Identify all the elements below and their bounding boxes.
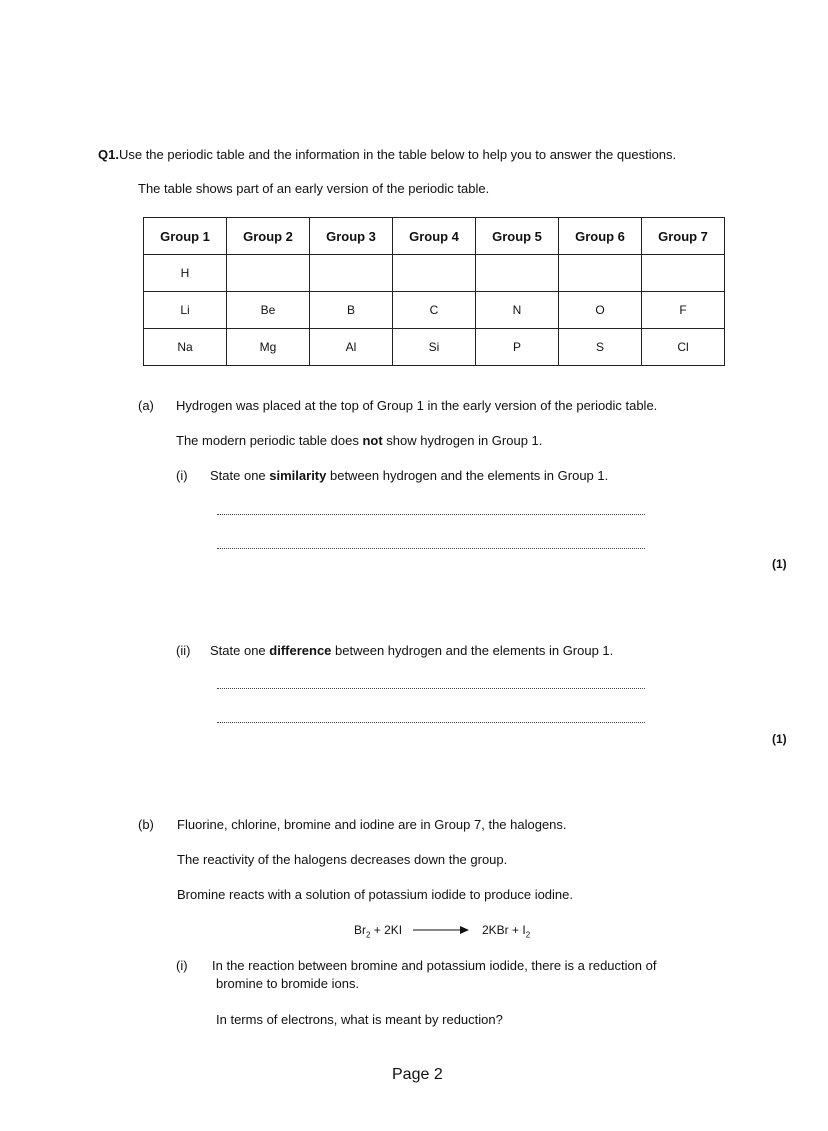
table-header: Group 6 — [559, 218, 642, 255]
answer-line[interactable] — [217, 548, 645, 549]
table-cell: Na — [144, 329, 227, 366]
part-b-i-label: (i) — [176, 958, 188, 973]
table-header: Group 3 — [310, 218, 393, 255]
equation-products-text: 2KBr + I — [482, 923, 526, 937]
table-header: Group 1 — [144, 218, 227, 255]
part-a-line2 — [176, 433, 542, 448]
equation-ki: + 2KI — [370, 923, 403, 937]
table-header: Group 4 — [393, 218, 476, 255]
part-a-label: (a) — [138, 398, 154, 413]
table-header: Group 7 — [642, 218, 725, 255]
table-caption: The table shows part of an early version of the periodic table. — [138, 181, 490, 196]
table-cell — [642, 255, 725, 292]
equation-br: Br — [354, 923, 366, 937]
table-cell: Cl — [642, 329, 725, 366]
part-a-ii-question — [210, 643, 613, 658]
answer-line[interactable] — [217, 688, 645, 689]
part-a-i-bold: similarity — [269, 468, 327, 483]
table-cell: B — [310, 292, 393, 329]
table-header: Group 2 — [227, 218, 310, 255]
part-b-label: (b) — [138, 817, 154, 832]
part-a-i-post: between hydrogen and the elements in Group 1. — [326, 468, 609, 483]
question-number: Q1. — [98, 147, 119, 162]
equation-products — [482, 923, 530, 939]
part-a-i-pre: State one — [210, 468, 270, 483]
part-b-line2: The reactivity of the halogens decreases down the group. — [177, 852, 508, 867]
part-b-i-line2: bromine to bromide ions. — [216, 976, 360, 991]
table-row — [144, 292, 725, 329]
table-cell: Be — [227, 292, 310, 329]
table-cell — [393, 255, 476, 292]
part-a-line1: Hydrogen was placed at the top of Group 1 in the early version of the periodic table. — [176, 398, 658, 413]
page-number: Page 2 — [392, 1066, 443, 1083]
table-header-row — [144, 218, 725, 255]
part-a-line2-bold: not — [362, 433, 383, 448]
part-a-ii-label: (ii) — [176, 643, 191, 658]
table-cell — [559, 255, 642, 292]
part-a-line2-pre: The modern periodic table does — [176, 433, 363, 448]
table-cell — [227, 255, 310, 292]
equation-reactants — [354, 923, 402, 939]
equation-iodine-subscript: 2 — [525, 930, 531, 940]
part-a-ii-post: between hydrogen and the elements in Group 1. — [331, 643, 614, 658]
table-cell: N — [476, 292, 559, 329]
question-intro — [98, 147, 676, 162]
part-a-line2-post: show hydrogen in Group 1. — [382, 433, 543, 448]
part-b-line1: Fluorine, chlorine, bromine and iodine are in Group 7, the halogens. — [177, 817, 567, 832]
table-cell: Li — [144, 292, 227, 329]
table-header: Group 5 — [476, 218, 559, 255]
table-cell: S — [559, 329, 642, 366]
part-a-ii-bold: difference — [269, 643, 332, 658]
table-cell: Mg — [227, 329, 310, 366]
part-b-line3: Bromine reacts with a solution of potassium iodide to produce iodine. — [177, 887, 573, 902]
table-cell: O — [559, 292, 642, 329]
marks-label: (1) — [772, 557, 787, 571]
table-cell — [310, 255, 393, 292]
part-b-i-line1: In the reaction between bromine and potassium iodide, there is a reduction of — [212, 958, 657, 973]
part-b-i-question: In terms of electrons, what is meant by reduction? — [216, 1012, 503, 1027]
table-row — [144, 255, 725, 292]
equation-br-subscript: 2 — [366, 930, 371, 940]
periodic-table — [143, 217, 725, 366]
part-a-ii-pre: State one — [210, 643, 270, 658]
table-cell: P — [476, 329, 559, 366]
table-cell: Si — [393, 329, 476, 366]
table-cell: H — [144, 255, 227, 292]
part-a-i-question — [210, 468, 608, 483]
table-cell: Al — [310, 329, 393, 366]
answer-line[interactable] — [217, 514, 645, 515]
question-intro-text: Use the periodic table and the information in the table below to help you to answer the questions. — [118, 147, 677, 162]
part-a-i-label: (i) — [176, 468, 188, 483]
reaction-arrow-icon — [413, 924, 469, 936]
table-cell — [476, 255, 559, 292]
table-row — [144, 329, 725, 366]
marks-label: (1) — [772, 732, 787, 746]
table-cell: C — [393, 292, 476, 329]
table-cell: F — [642, 292, 725, 329]
answer-line[interactable] — [217, 722, 645, 723]
